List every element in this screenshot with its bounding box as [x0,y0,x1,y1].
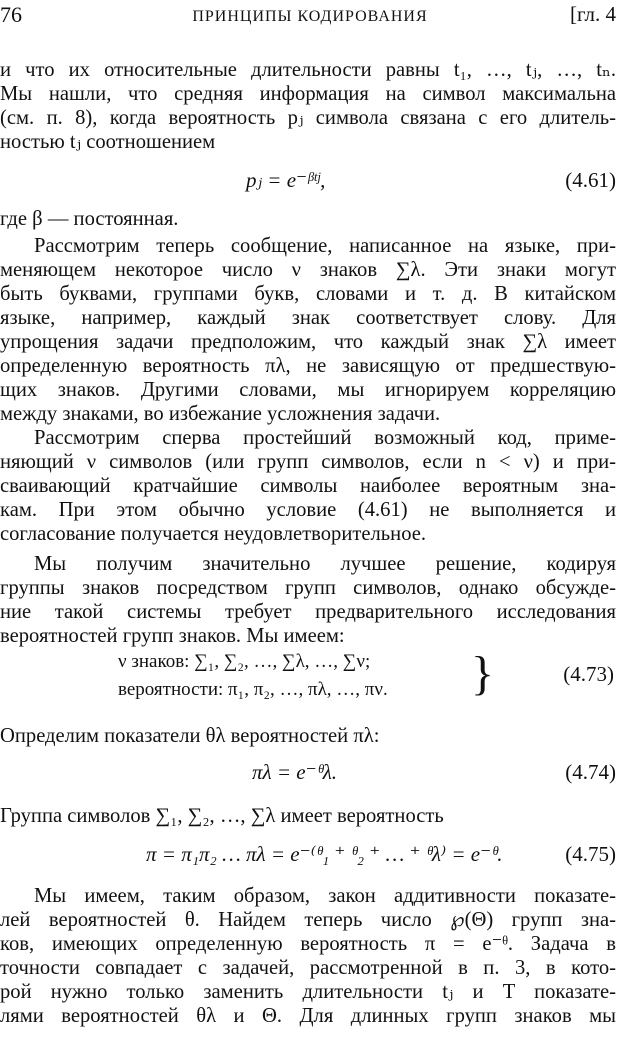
text-line: Рассмотрим теперь сообщение, написанное на языке, при- [34,235,616,257]
equation-row-signs: ν знаков: ∑₁, ∑₂, …, ∑λ, …, ∑ν; [118,651,371,672]
text-line: упрощения задачи предположим, что каждый знак ∑λ имеет [0,331,616,353]
text-line: ние такой системы требует предварительного исследования [0,601,616,623]
text-line: группы знаков посредством групп символов, однако обсужде- [0,577,616,599]
text-line: лями вероятностей θλ и Θ. Для длинных групп знаков мы [0,1005,616,1027]
page-number: 76 [0,2,22,27]
equation-number: (4.73) [563,662,614,686]
equation-body: πλ = e⁻ᶿλ. [252,760,338,784]
text-line: меняющем некоторое число ν знаков ∑λ. Эти знаки могут [0,259,616,281]
text-line: где β — постоянная. [0,208,179,230]
text-line: Рассмотрим сперва простейший возможный код, приме- [34,427,616,449]
text-line: точности совпадает с задачей, рассмотренной в п. 3, в кото- [0,957,616,979]
text-line: между знаками, во избежание усложнения задачи. [0,403,441,425]
text-line: быть буквами, группами букв, словами и т. д. В китайском [0,283,616,305]
running-title: ПРИНЦИПЫ КОДИРОВАНИЯ [192,8,428,25]
text-line: определенную вероятность πλ, не зависящую от предшествую- [0,355,616,377]
equation-4-74 [0,760,620,790]
right-brace-icon: } [470,647,494,700]
text-line: и что их относительные длительности равны t₁, …, tⱼ, …, tₙ. [0,59,616,81]
text-line: Группа символов ∑₁, ∑₂, …, ∑λ имеет вероятность [0,805,444,827]
text-line: кам. При этом обычно условие (4.61) не выполняется и [0,499,616,521]
text-line: согласование получается неудовлетворительное. [0,523,427,545]
text-line: ков, имеющих определенную вероятность π = e⁻ᶿ. Задача в [0,933,616,955]
equation-body: pⱼ = e⁻ᵝᵗʲ, [246,168,326,192]
equation-4-73 [118,648,498,704]
text-line: ностью tⱼ соотношением [0,131,216,153]
text-line: рой нужно только заменить длительности tⱼ и T показате- [0,981,616,1003]
equation-4-75 [0,842,620,872]
text-line: лей вероятностей θ. Найдем теперь число ℘(Θ) групп зна- [0,909,616,931]
equation-number: (4.74) [565,760,616,784]
text-line: языке, например, каждый знак соответствует слову. Для [0,307,616,329]
text-line: Мы имеем, таким образом, закон аддитивности показате- [34,885,616,907]
equation-row-probabilities: вероятности: π₁, π₂, …, πλ, …, πν. [118,679,388,700]
equation-number: (4.61) [565,168,616,192]
chapter-label: [гл. 4 [569,2,616,26]
page-header [0,2,620,30]
equation-number: (4.75) [565,842,616,866]
text-line: щих знаков. Другими словами, мы игнорируем корреляцию [0,379,616,401]
text-line: няющий ν символов (или групп символов, если n < ν) и при- [0,451,616,473]
equation-body: π = π₁π₂ … πλ = e⁻⁽ᶿ₁ ⁺ ᶿ₂ ⁺ … ⁺ ᶿλ⁾ = e⁻ᶿ. [146,842,503,866]
equation-4-61 [0,168,620,198]
text-line: сваивающий кратчайшие символы наиболее вероятным зна- [0,475,616,497]
text-line: Мы нашли, что средняя информация на символ максимальна [0,83,616,105]
text-line: Определим показатели θλ вероятностей πλ: [0,725,380,747]
text-line: (см. п. 8), когда вероятность pⱼ символа связана с его длитель- [0,107,616,129]
text-line: Мы получим значительно лучшее решение, кодируя [34,553,616,575]
text-line: вероятностей групп знаков. Мы имеем: [0,625,345,647]
